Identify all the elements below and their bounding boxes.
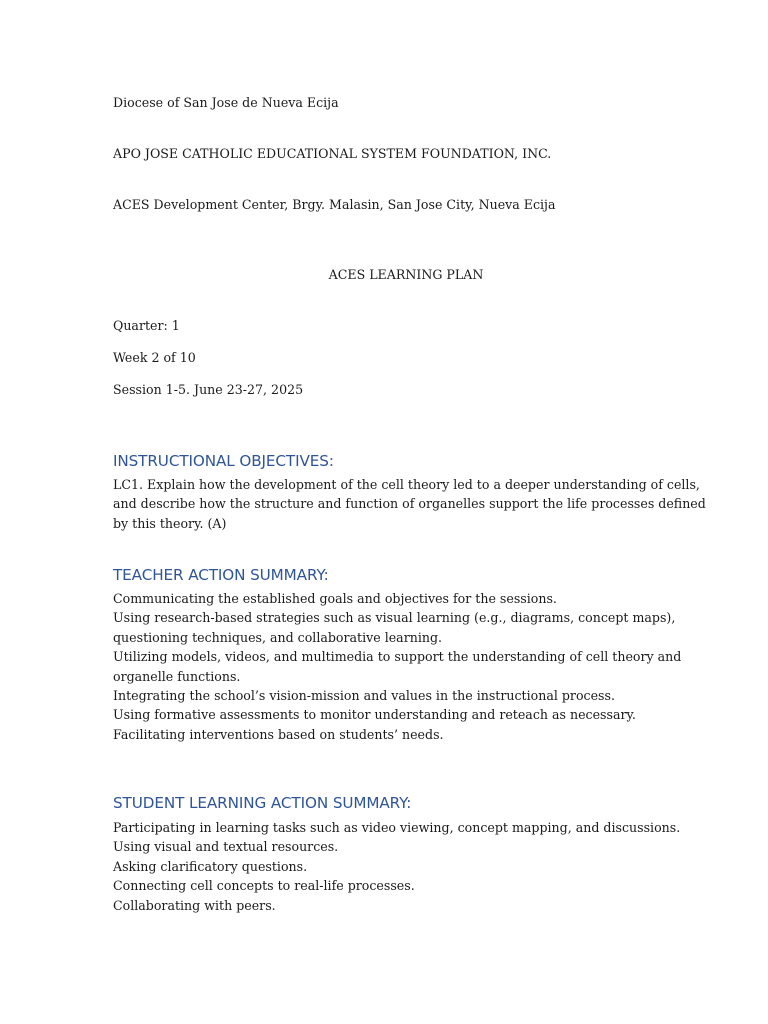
teacher-action-line: Communicating the established goals and objectives for the sessions. xyxy=(113,591,557,606)
week-line: Week 2 of 10 xyxy=(113,350,196,365)
objective-line: by this theory. (A) xyxy=(113,515,227,531)
student-action-heading: STUDENT LEARNING ACTION SUMMARY: xyxy=(113,794,412,812)
document-title: ACES LEARNING PLAN xyxy=(328,267,484,282)
diocese-line: Diocese of San Jose de Nueva Ecija xyxy=(113,95,339,110)
student-action-line: Connecting cell concepts to real-life processes. xyxy=(113,878,415,894)
objective-line: and describe how the structure and function of organelles support the life processes defined xyxy=(113,496,706,512)
teacher-action-body xyxy=(113,589,682,744)
teacher-action-heading: TEACHER ACTION SUMMARY: xyxy=(113,566,329,584)
student-action-line: Using visual and textual resources. xyxy=(113,839,339,855)
session-line: Session 1-5. June 23-27, 2025 xyxy=(113,382,304,397)
instructional-objectives-heading: INSTRUCTIONAL OBJECTIVES: xyxy=(113,452,334,470)
quarter-line: Quarter: 1 xyxy=(113,318,180,333)
address-line: ACES Development Center, Brgy. Malasin, San Jose City, Nueva Ecija xyxy=(113,197,556,212)
foundation-line: APO JOSE CATHOLIC EDUCATIONAL SYSTEM FOUNDATION, INC. xyxy=(113,146,552,161)
student-action-line: Collaborating with peers. xyxy=(113,897,276,913)
teacher-action-line: questioning techniques, and collaborative learning. xyxy=(113,629,443,645)
objective-line: LC1. Explain how the development of the cell theory led to a deeper understanding of cells, xyxy=(113,477,700,492)
teacher-action-line: Integrating the school’s vision-mission and values in the instructional process. xyxy=(113,688,615,704)
teacher-action-line: Utilizing models, videos, and multimedia to support the understanding of cell theory and xyxy=(113,649,682,665)
student-action-line: Participating in learning tasks such as video viewing, concept mapping, and discussions. xyxy=(113,820,681,835)
student-action-line: Asking clarificatory questions. xyxy=(113,858,308,874)
student-action-body xyxy=(113,818,681,915)
teacher-action-line: organelle functions. xyxy=(113,668,241,684)
instructional-objectives-body xyxy=(113,475,706,533)
teacher-action-line: Facilitating interventions based on students’ needs. xyxy=(113,726,444,742)
teacher-action-line: Using research-based strategies such as visual learning (e.g., diagrams, concept maps), xyxy=(113,610,676,626)
teacher-action-line: Using formative assessments to monitor understanding and reteach as necessary. xyxy=(113,707,636,723)
